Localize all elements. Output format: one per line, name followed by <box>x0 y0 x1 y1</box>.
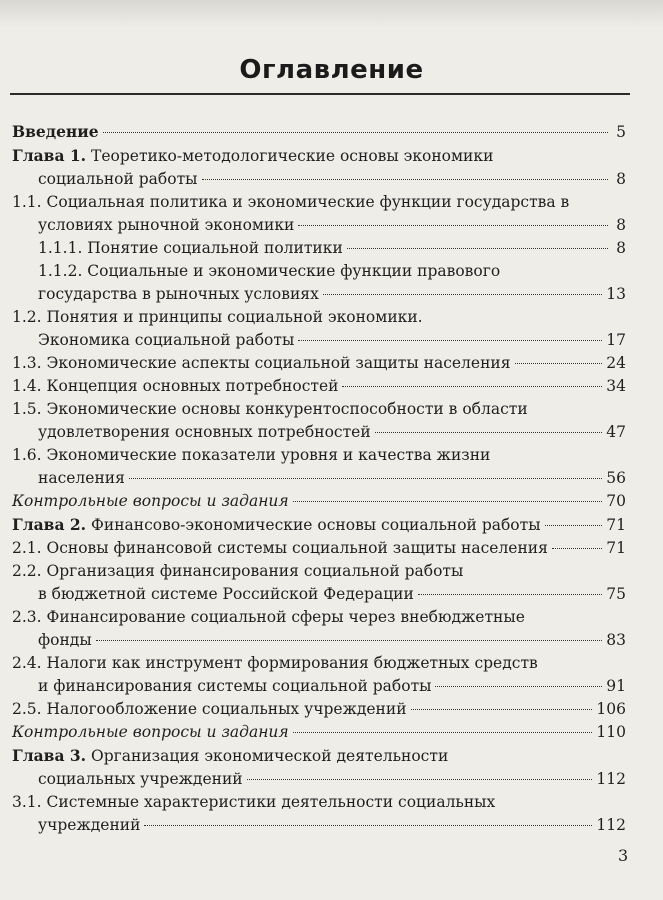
toc-page: 71 <box>606 516 626 534</box>
toc-label-cont: учреждений <box>38 816 141 834</box>
toc-page: 8 <box>616 239 626 257</box>
toc-page: 83 <box>606 631 626 649</box>
toc-entry-1-3[interactable] <box>12 352 626 375</box>
dot-leader <box>103 132 608 133</box>
dot-leader <box>293 501 603 502</box>
toc-label: 2.3. Финансирование социальной сферы через внебюджетные <box>12 608 525 626</box>
chapter-number: Глава 1. <box>12 146 87 165</box>
toc-entry-intro[interactable] <box>12 120 626 144</box>
toc-label-cont: социальных учреждений <box>38 770 243 788</box>
toc-label-cont: населения <box>38 469 125 487</box>
toc-entry-1-1-1[interactable] <box>12 237 626 260</box>
chapter-number: Глава 2. <box>12 515 87 534</box>
toc-label-cont: условиях рыночной экономики <box>38 216 295 234</box>
toc-page: 47 <box>606 423 626 441</box>
dot-leader <box>202 179 609 180</box>
toc-page: 17 <box>606 331 626 349</box>
toc-label: 1.3. Экономические аспекты социальной защиты населения <box>12 354 511 372</box>
toc-label: 1.1.1. Понятие социальной политики <box>38 239 343 257</box>
toc-page: 91 <box>606 677 626 695</box>
toc-label: Организация экономической деятельности <box>91 747 449 765</box>
dot-leader <box>347 248 608 249</box>
toc-entry-2-2[interactable] <box>12 560 626 606</box>
toc-entry-2-5[interactable] <box>12 698 626 721</box>
toc-entry-1-6[interactable] <box>12 444 626 490</box>
dot-leader <box>435 686 602 687</box>
toc-label: 1.6. Экономические показатели уровня и качества жизни <box>12 446 491 464</box>
toc-page: 70 <box>606 492 626 510</box>
bleed-through-shadow <box>0 0 663 28</box>
toc-page: 56 <box>606 469 626 487</box>
toc-entry-chapter-2[interactable] <box>12 513 626 537</box>
toc-entry-chapter-3[interactable] <box>12 744 626 791</box>
toc-label-cont: государства в рыночных условиях <box>38 285 319 303</box>
toc-entry-2-1[interactable] <box>12 537 626 560</box>
dot-leader <box>247 779 593 780</box>
toc-label: 3.1. Системные характеристики деятельности социальных <box>12 793 496 811</box>
toc-label-cont: и финансирования системы социальной работы <box>38 677 432 695</box>
toc-page: 13 <box>606 285 626 303</box>
toc-label: 1.1. Социальная политика и экономические функции государства в <box>12 193 570 211</box>
dot-leader <box>298 225 608 226</box>
toc-entry-questions-2[interactable] <box>12 721 626 744</box>
dot-leader <box>96 640 603 641</box>
toc-page: 34 <box>606 377 626 395</box>
toc-label-cont: Экономика социальной работы <box>38 331 295 349</box>
toc-page: 110 <box>596 723 626 741</box>
toc-label: 1.1.2. Социальные и экономические функции правового <box>38 262 501 280</box>
toc-entry-questions-1[interactable] <box>12 490 626 513</box>
toc-entry-3-1[interactable] <box>12 791 626 837</box>
toc-entry-1-4[interactable] <box>12 375 626 398</box>
toc-label: Введение <box>12 122 99 141</box>
toc-label-cont: фонды <box>38 631 92 649</box>
toc-entry-chapter-1[interactable] <box>12 144 626 191</box>
dot-leader <box>144 825 592 826</box>
dot-leader <box>545 525 603 526</box>
toc-entry-2-3[interactable] <box>12 606 626 652</box>
dot-leader <box>293 732 593 733</box>
dot-leader <box>418 594 602 595</box>
dot-leader <box>552 548 602 549</box>
dot-leader <box>298 340 602 341</box>
toc-label: Контрольные вопросы и задания <box>12 723 289 741</box>
dot-leader <box>323 294 602 295</box>
toc-label: Финансово-экономические основы социальной работы <box>91 516 541 534</box>
toc-page: 8 <box>616 216 626 234</box>
chapter-number: Глава 3. <box>12 746 87 765</box>
toc-label-cont: в бюджетной системе Российской Федерации <box>38 585 414 603</box>
toc-label: 1.2. Понятия и принципы социальной экономики. <box>12 308 423 326</box>
toc-page: 112 <box>596 816 626 834</box>
dot-leader <box>411 709 593 710</box>
toc-label-cont: удовлетворения основных потребностей <box>38 423 371 441</box>
toc-label-cont: социальной работы <box>38 170 198 188</box>
toc-entry-1-1-2[interactable] <box>12 260 626 306</box>
toc-label: 2.2. Организация финансирования социальной работы <box>12 562 464 580</box>
title-rule <box>10 93 630 95</box>
dot-leader <box>515 363 603 364</box>
toc-page: 106 <box>596 700 626 718</box>
toc-page: 5 <box>616 123 626 141</box>
toc-page: 75 <box>606 585 626 603</box>
toc-page: 112 <box>596 770 626 788</box>
table-of-contents <box>12 120 626 837</box>
toc-page: 24 <box>606 354 626 372</box>
toc-label: Контрольные вопросы и задания <box>12 492 289 510</box>
toc-page: 71 <box>606 539 626 557</box>
toc-entry-1-1[interactable] <box>12 191 626 237</box>
toc-entry-2-4[interactable] <box>12 652 626 698</box>
toc-label: 2.5. Налогообложение социальных учреждений <box>12 700 407 718</box>
dot-leader <box>342 386 602 387</box>
page-number: 3 <box>618 846 629 865</box>
dot-leader <box>375 432 603 433</box>
toc-label: 2.1. Основы финансовой системы социальной защиты населения <box>12 539 548 557</box>
toc-label: Теоретико-методологические основы экономики <box>91 147 494 165</box>
toc-label: 1.5. Экономические основы конкурентоспособности в области <box>12 400 528 418</box>
dot-leader <box>129 478 602 479</box>
toc-label: 1.4. Концепция основных потребностей <box>12 377 339 395</box>
toc-entry-1-5[interactable] <box>12 398 626 444</box>
toc-entry-1-2[interactable] <box>12 306 626 352</box>
toc-label: 2.4. Налоги как инструмент формирования бюджетных средств <box>12 654 538 672</box>
toc-page: 8 <box>616 170 626 188</box>
page-title: Оглавление <box>239 55 424 85</box>
